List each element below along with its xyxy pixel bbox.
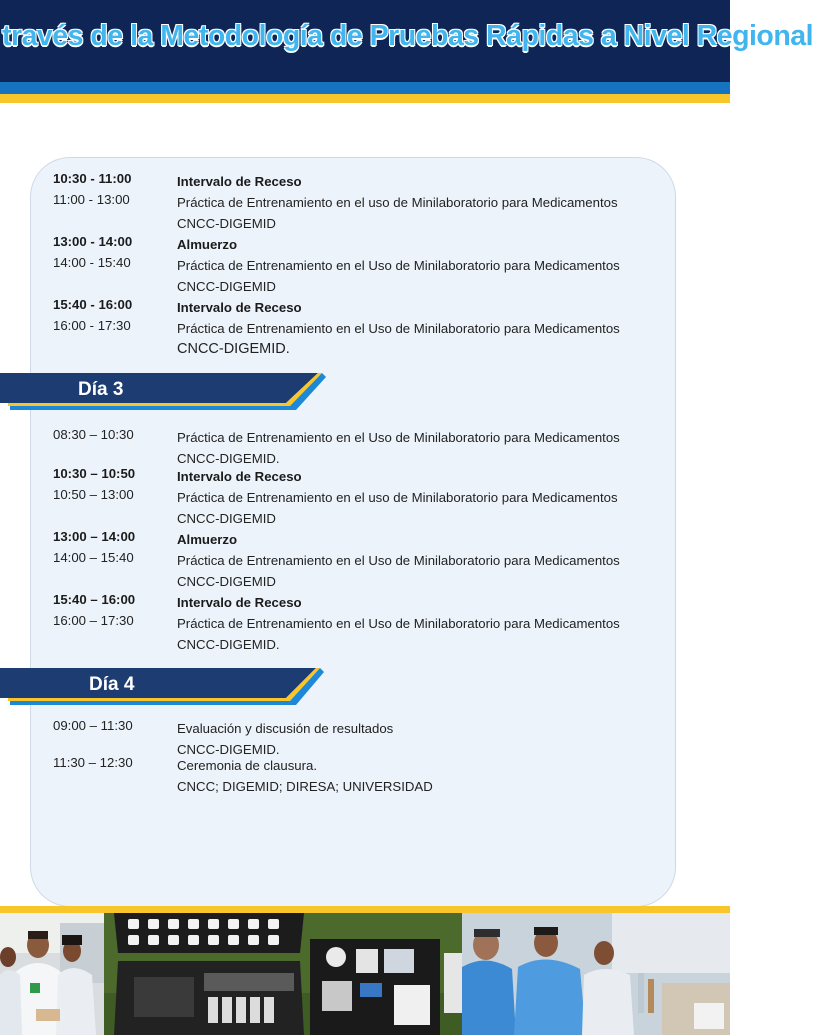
- row-desc-line: Práctica de Entrenamiento en el Uso de Minilaboratorio para Medicamentos: [177, 430, 620, 445]
- row-time: 14:00 – 15:40: [53, 550, 134, 565]
- row-time: 14:00 - 15:40: [53, 255, 131, 270]
- day-3-label: Día 3: [78, 379, 124, 400]
- header-stripe-blue: [0, 82, 730, 94]
- day-banner-shape: [0, 668, 330, 710]
- row-desc: [177, 613, 677, 655]
- row-desc-org: CNCC-DIGEMID.: [177, 451, 280, 466]
- photo-lab-training: [462, 913, 730, 1035]
- page-title: través de la Metodología de Pruebas Rápidas a Nivel Regional: [2, 20, 813, 52]
- day-3-banner: [0, 373, 330, 415]
- day-banner-shape: [0, 373, 330, 415]
- row-desc-org: CNCC-DIGEMID.: [177, 742, 280, 757]
- row-desc: Intervalo de Receso: [177, 595, 302, 610]
- row-desc-org: CNCC-DIGEMID: [177, 279, 276, 294]
- row-desc-org: CNCC-DIGEMID: [177, 574, 276, 589]
- row-desc-line: Práctica de Entrenamiento en el uso de Minilaboratorio para Medicamentos: [177, 195, 618, 210]
- header-banner: [0, 0, 813, 82]
- photo-strip: [0, 913, 730, 1035]
- row-desc: Intervalo de Receso: [177, 174, 302, 189]
- row-desc-line: Práctica de Entrenamiento en el Uso de Minilaboratorio para Medicamentos: [177, 321, 620, 336]
- row-desc: [177, 550, 677, 592]
- row-desc-org: CNCC; DIGEMID; DIRESA; UNIVERSIDAD: [177, 779, 433, 794]
- row-time: 13:00 – 14:00: [53, 529, 136, 544]
- row-desc: Intervalo de Receso: [177, 300, 302, 315]
- row-time: 16:00 – 17:30: [53, 613, 134, 628]
- row-desc-org: CNCC-DIGEMID: [177, 511, 276, 526]
- row-time: 10:30 - 11:00: [53, 171, 132, 186]
- row-time: 08:30 – 10:30: [53, 427, 134, 442]
- row-time: 16:00 - 17:30: [53, 318, 131, 333]
- row-desc: [177, 755, 677, 797]
- row-time: 15:40 – 16:00: [53, 592, 136, 607]
- row-time: 10:30 – 10:50: [53, 466, 136, 481]
- row-desc: [177, 255, 677, 297]
- row-desc: Intervalo de Receso: [177, 469, 302, 484]
- row-desc: Almuerzo: [177, 532, 238, 547]
- row-desc-line: Evaluación y discusión de resultados: [177, 721, 394, 736]
- row-desc-line: Práctica de Entrenamiento en el uso de Minilaboratorio para Medicamentos: [177, 490, 618, 505]
- header-stripe-yellow: [0, 94, 730, 103]
- row-time: 11:30 – 12:30: [53, 755, 133, 770]
- row-time: 15:40 - 16:00: [53, 297, 133, 312]
- row-desc: [177, 427, 677, 469]
- row-desc-org: CNCC-DIGEMID.: [177, 341, 290, 357]
- day-4-label: Día 4: [89, 674, 135, 695]
- row-desc: [177, 192, 677, 234]
- row-desc-line: Ceremonia de clausura.: [177, 758, 318, 773]
- row-desc: [177, 718, 677, 760]
- row-desc: [177, 487, 677, 529]
- row-desc: Almuerzo: [177, 237, 238, 252]
- row-desc-line: Práctica de Entrenamiento en el Uso de Minilaboratorio para Medicamentos: [177, 553, 620, 568]
- row-desc-line: Práctica de Entrenamiento en el Uso de Minilaboratorio para Medicamentos: [177, 616, 620, 631]
- photo-minilab-kit: [104, 913, 462, 1035]
- row-time: 09:00 – 11:30: [53, 718, 133, 733]
- row-desc: [177, 318, 677, 360]
- row-time: 11:00 - 13:00: [53, 192, 130, 207]
- footer-stripe-yellow: [0, 906, 730, 913]
- row-time: 13:00 - 14:00: [53, 234, 133, 249]
- row-desc-org: CNCC-DIGEMID: [177, 216, 276, 231]
- day-4-banner: [0, 668, 330, 710]
- row-time: 10:50 – 13:00: [53, 487, 134, 502]
- row-desc-line: Práctica de Entrenamiento en el Uso de Minilaboratorio para Medicamentos: [177, 258, 620, 273]
- row-desc-org: CNCC-DIGEMID.: [177, 637, 280, 652]
- photo-lab-staff: [0, 913, 104, 1035]
